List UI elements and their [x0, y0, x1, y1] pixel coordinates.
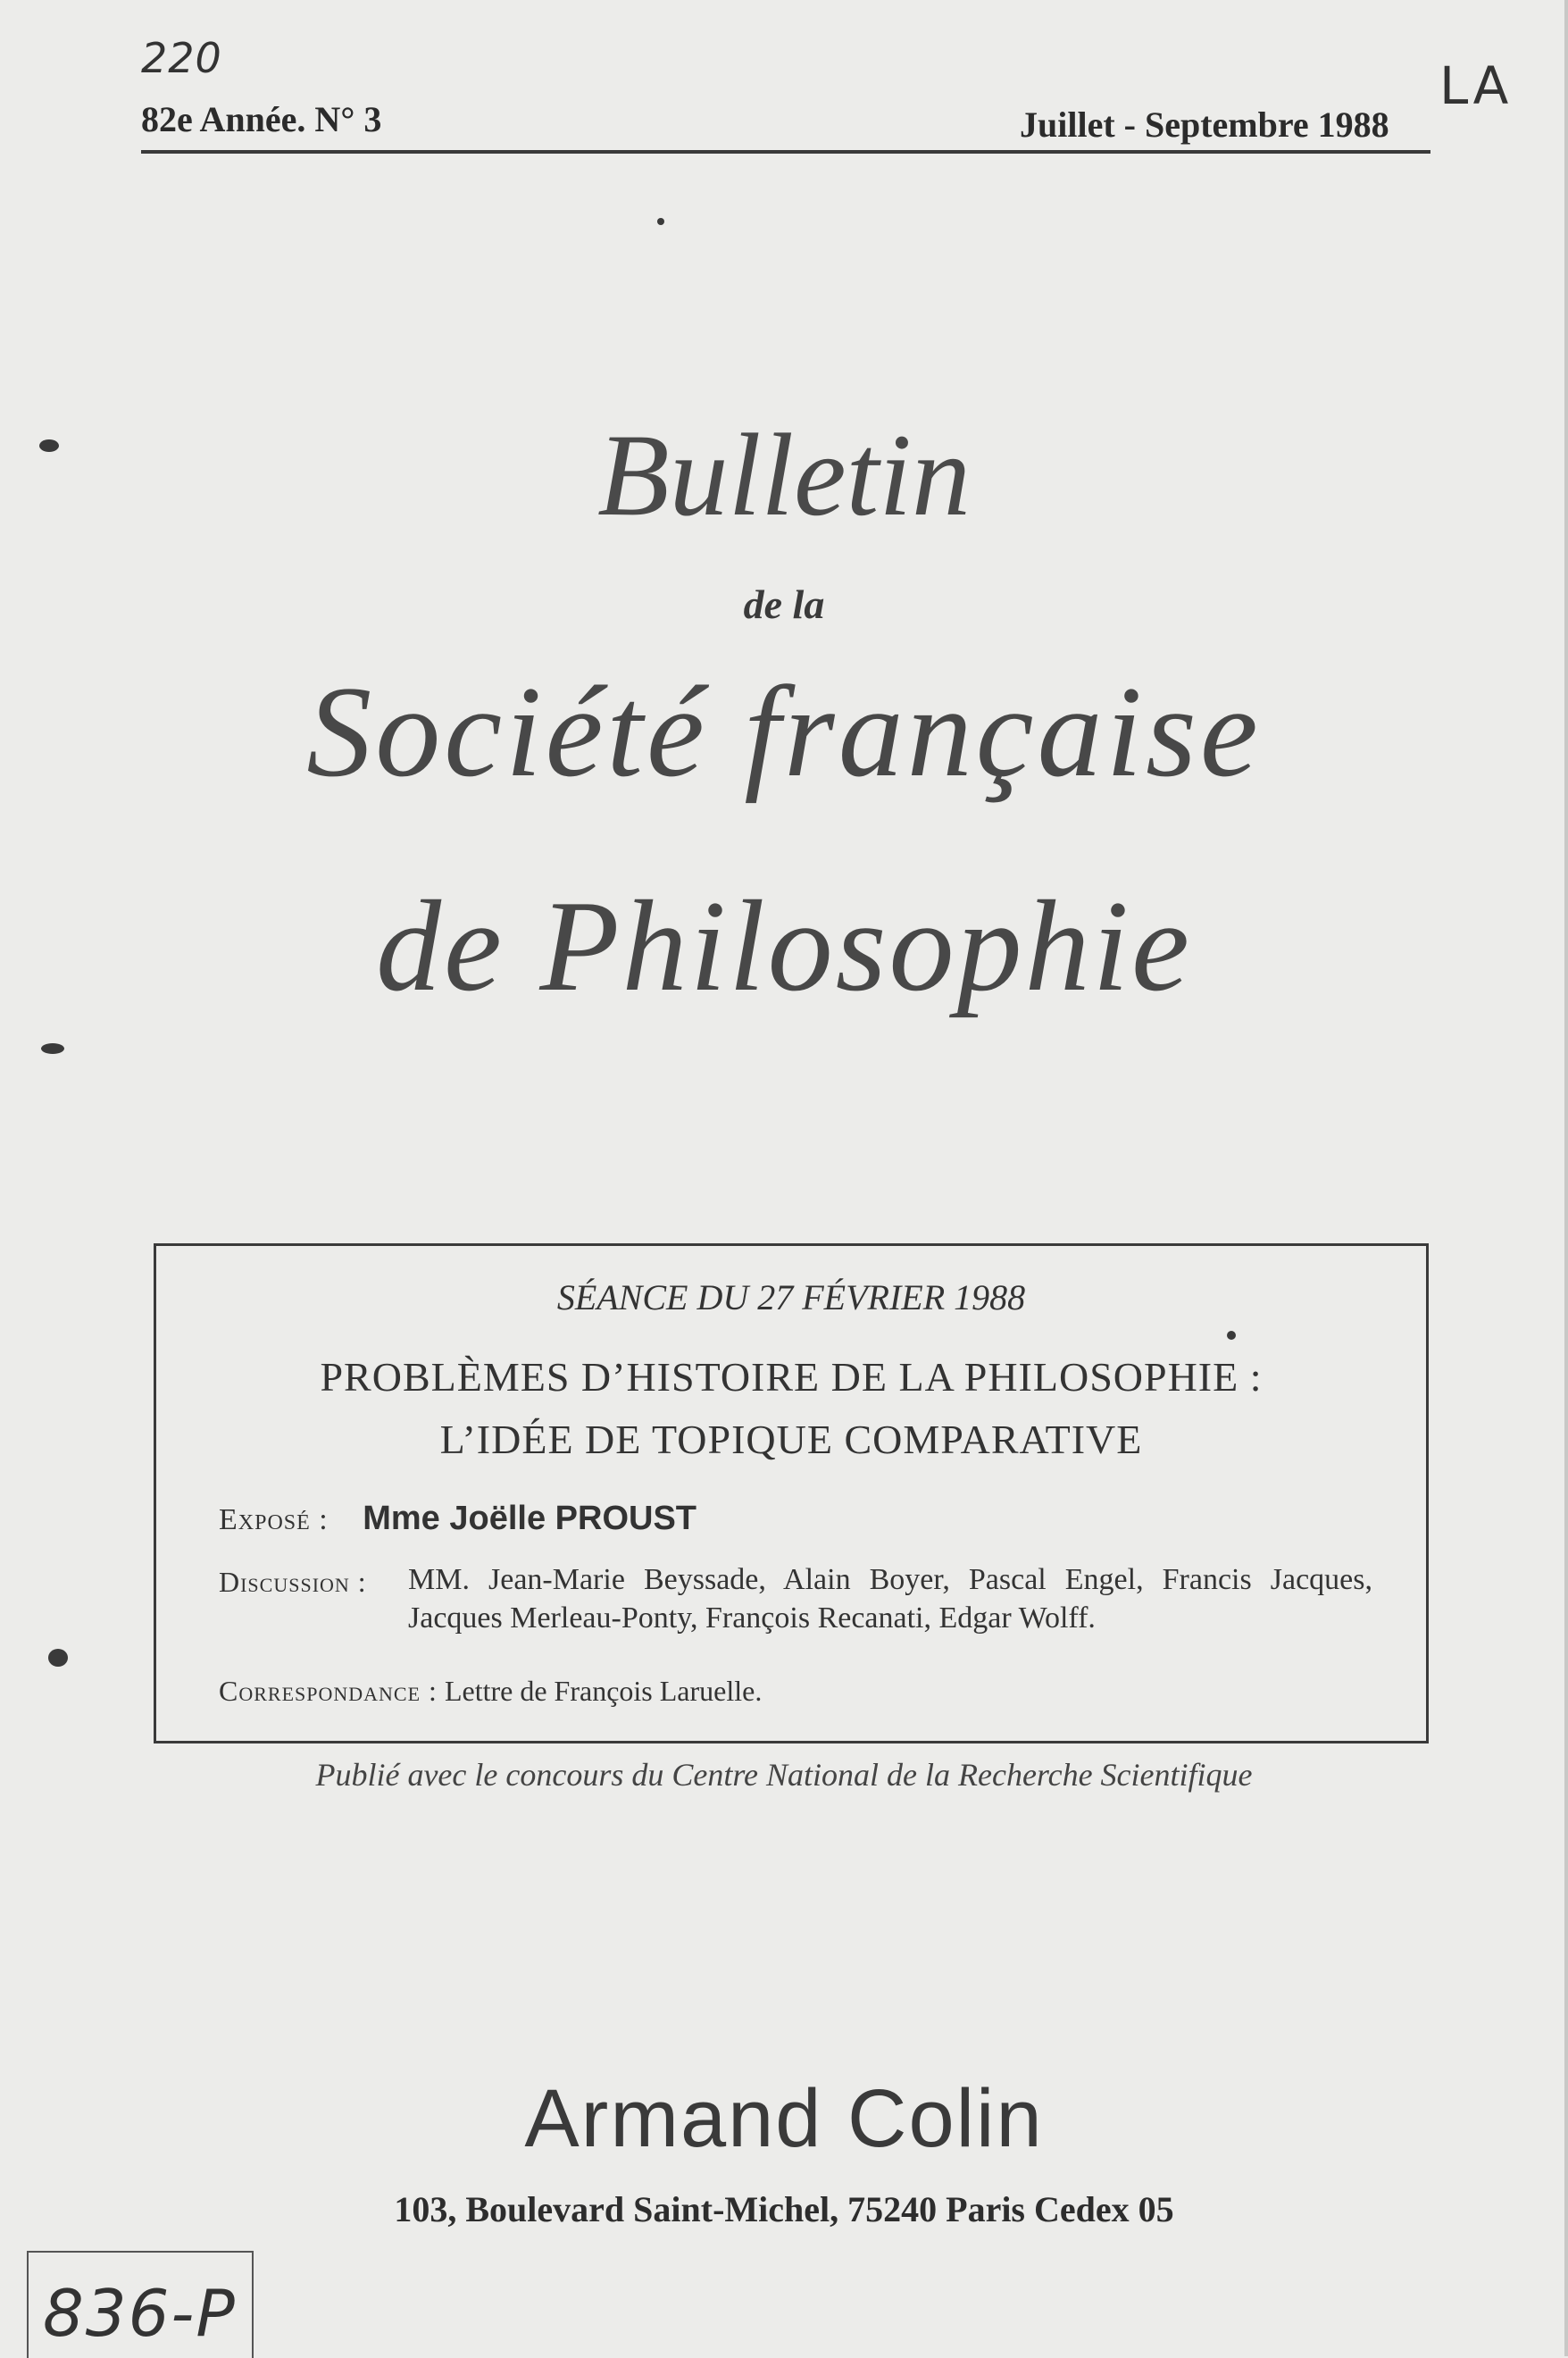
expose-label: Exposé : [219, 1503, 329, 1536]
topic-line-2: L’IDÉE DE TOPIQUE COMPARATIVE [439, 1417, 1143, 1462]
title-bulletin: Bulletin [597, 409, 971, 540]
publisher-address: 103, Boulevard Saint-Michel, 75240 Paris Cedex 05 [394, 2189, 1174, 2229]
scan-speck [657, 218, 664, 225]
issue-date: Juillet - Septembre 1988 [1020, 105, 1389, 145]
cnrs-footnote: Publié avec le concours du Centre National de la Recherche Scientifique [315, 1757, 1253, 1793]
session-box [154, 1243, 1429, 1743]
scan-speck [48, 1649, 68, 1667]
title-societe: Société française [306, 659, 1262, 804]
expose-speaker: Mme Joëlle PROUST [363, 1500, 696, 1537]
topic-line-1: PROBLÈMES D’HISTOIRE DE LA PHILOSOPHIE : [320, 1354, 1263, 1400]
discussion-participants: MM. Jean-Marie Beyssade, Alain Boyer, Pascal Engel, Francis Jacques, Jacques Merleau-Ponty, François Recanati, Edgar Wolff. [408, 1563, 1372, 1635]
correspondance-label: Correspondance : [219, 1675, 438, 1707]
issue-number: 82e Année. N° 3 [141, 99, 382, 139]
publisher-name: Armand Colin [524, 2073, 1044, 2164]
discussion-label: Discussion : [219, 1566, 367, 1598]
seance-date: SÉANCE DU 27 FÉVRIER 1988 [556, 1277, 1026, 1317]
scan-speck [41, 1043, 64, 1054]
expose-row [219, 1500, 696, 1538]
handwritten-initials: LA [1439, 55, 1513, 116]
handwritten-number: 220 [141, 34, 222, 82]
title-de-la: de la [743, 581, 825, 627]
title-philosophie: de Philosophie [376, 874, 1192, 1018]
handwritten-shelfmark: 836-P [43, 2276, 237, 2351]
correspondance-text: Lettre de François Laruelle. [444, 1675, 763, 1707]
correspondance-row [219, 1675, 762, 1708]
scan-edge [1564, 0, 1568, 2356]
header-rule [141, 150, 1430, 154]
scan-speck [39, 439, 59, 452]
scan-speck [1227, 1331, 1236, 1340]
